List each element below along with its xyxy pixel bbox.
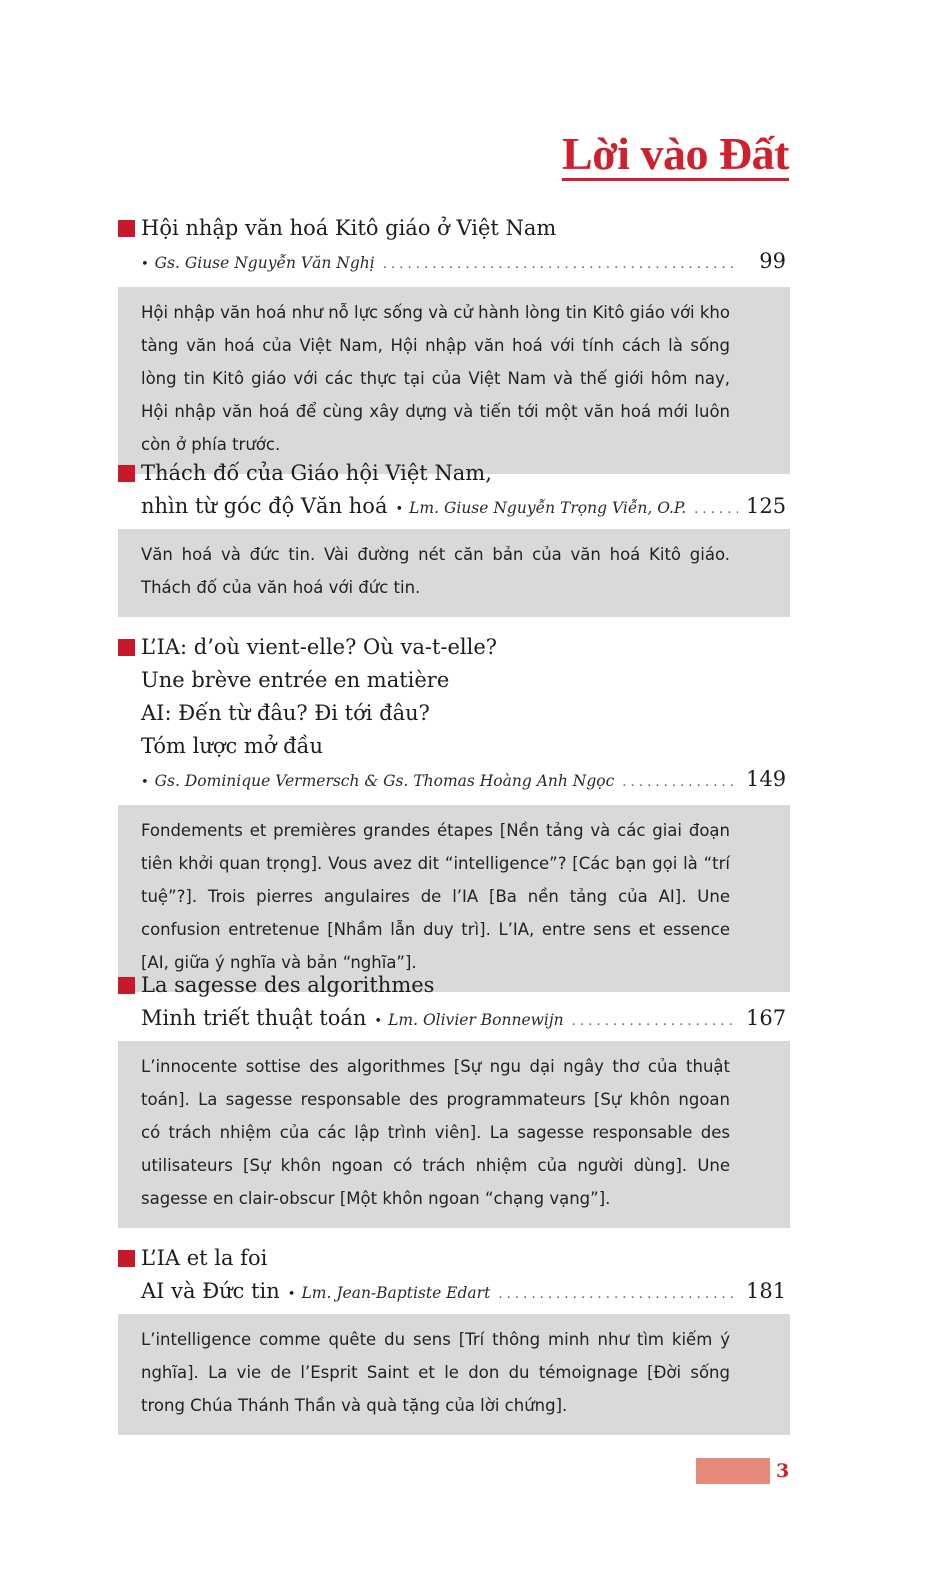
section-title: Lời vào Đất	[562, 128, 789, 179]
entry-author: Lm. Olivier Bonnewijn	[388, 1011, 564, 1029]
bullet-dot-icon: •	[141, 775, 149, 790]
toc-entry	[118, 212, 790, 454]
entry-title-line: L’IA et la foi	[141, 1246, 268, 1270]
bullet-dot-icon: •	[395, 502, 404, 517]
entry-title-line: AI: Đến từ đâu? Đi tới đâu?	[141, 701, 430, 725]
entry-page-number: 125	[746, 494, 787, 518]
entry-title-line: La sagesse des algorithmes	[141, 973, 435, 997]
entry-byline	[118, 1002, 790, 1035]
page-number-bar	[696, 1458, 770, 1484]
entry-summary: Hội nhập văn hoá như nỗ lực sống và cử hành lòng tin Kitô giáo với kho tàng văn hoá của Việt Nam, Hội nhập văn hoá với tính cách là sống lòng tin Kitô giáo với các thực tại của Việt Nam và thế giới hôm nay, Hội nhập văn hoá để cùng xây dựng và tiến tới một văn hoá mới luôn còn ở phía trước.	[118, 287, 790, 474]
entry-title-line: AI và Đức tin	[141, 1279, 280, 1303]
entry-title	[118, 631, 790, 763]
bullet-dot-icon: •	[287, 1287, 296, 1302]
toc-entry	[118, 969, 790, 1225]
entry-page-number: 167	[746, 1006, 787, 1030]
entry-title-line: Thách đố của Giáo hội Việt Nam,	[141, 461, 492, 485]
entry-title-line: nhìn từ góc độ Văn hoá	[141, 494, 388, 518]
entry-title	[118, 212, 790, 245]
entry-byline	[118, 245, 790, 281]
square-bullet-icon	[118, 465, 135, 482]
dot-leader	[498, 1287, 738, 1302]
entry-title-line: Minh triết thuật toán	[141, 1006, 367, 1030]
bullet-dot-icon: •	[374, 1014, 383, 1029]
entry-author: Gs. Dominique Vermersch & Gs. Thomas Hoàng Anh Ngọc	[154, 772, 615, 790]
square-bullet-icon	[118, 639, 135, 656]
entry-page-number: 99	[759, 249, 786, 273]
entry-author: Gs. Giuse Nguyễn Văn Nghị	[154, 254, 375, 272]
page-number: 3	[776, 1460, 790, 1482]
entry-summary: L’innocente sottise des algorithmes [Sự ngu dại ngây thơ của thuật toán]. La sagesse responsable des programmateurs [Sự khôn ngoan có trách nhiệm của các lập trình viên]. La sagesse responsable des utilisateurs [Sự khôn ngoan có trách nhiệm của người dùng]. Une sagesse en clair-obscur [Một khôn ngoan “chạng vạng”].	[118, 1041, 790, 1228]
entry-title	[118, 1242, 790, 1275]
entry-author: Lm. Giuse Nguyễn Trọng Viễn, O.P.	[409, 499, 687, 517]
entry-title-line: Tóm lược mở đầu	[141, 734, 323, 758]
entry-byline	[118, 490, 790, 523]
entry-byline	[118, 763, 790, 799]
dot-leader	[622, 766, 738, 799]
square-bullet-icon	[118, 977, 135, 994]
section-header	[562, 128, 789, 181]
entry-author: Lm. Jean-Baptiste Edart	[301, 1284, 491, 1302]
entry-title-line: Hội nhập văn hoá Kitô giáo ở Việt Nam	[141, 216, 557, 240]
dot-leader	[694, 502, 738, 517]
entry-page-number: 149	[746, 767, 787, 791]
entry-summary: Văn hoá và đức tin. Vài đường nét căn bản của văn hoá Kitô giáo. Thách đố của văn hoá với đức tin.	[118, 529, 790, 617]
dot-leader	[572, 1014, 738, 1029]
bullet-dot-icon: •	[141, 257, 149, 272]
square-bullet-icon	[118, 220, 135, 237]
entry-summary: Fondements et premières grandes étapes [Nền tảng và các giai đoạn tiên khởi quan trọng]. Vous avez dit “intelligence”? [Các bạn gọi là “trí tuệ”?]. Trois pierres angulaires de l’IA [Ba nền tảng của AI]. Une confusion entretenue [Nhầm lẫn duy trì]. L’IA, entre sens et essence [AI, giữa ý nghĩa và bản “nghĩa”].	[118, 805, 790, 992]
toc-entry	[118, 631, 790, 972]
square-bullet-icon	[118, 1250, 135, 1267]
entry-title	[118, 969, 790, 1002]
toc-entry	[118, 457, 790, 614]
entry-title-line: Une brève entrée en matière	[141, 668, 450, 692]
toc-entry	[118, 1242, 790, 1432]
table-of-contents	[118, 212, 790, 1432]
entry-title-line: L’IA: d’où vient-elle? Où va-t-elle?	[141, 635, 498, 659]
entry-title	[118, 457, 790, 490]
dot-leader	[383, 248, 738, 281]
entry-page-number: 181	[746, 1279, 787, 1303]
entry-summary: L’intelligence comme quête du sens [Trí thông minh như tìm kiếm ý nghĩa]. La vie de l’Esprit Saint et le don du témoignage [Đời sống trong Chúa Thánh Thần và quà tặng của lời chứng].	[118, 1314, 790, 1435]
entry-byline	[118, 1275, 790, 1308]
